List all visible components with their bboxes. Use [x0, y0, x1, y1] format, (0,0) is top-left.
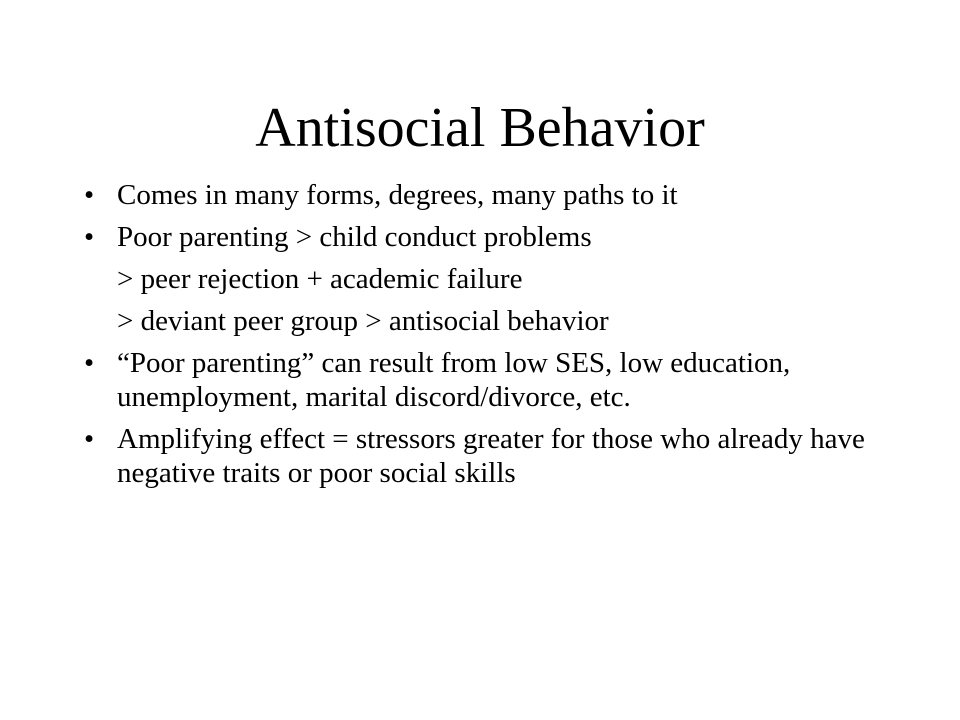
- continuation-text: > deviant peer group > antisocial behavior: [117, 305, 609, 337]
- bullet-item: [80, 422, 880, 490]
- bullet-text: Amplifying effect = stressors greater for those who already have negative traits or poor social skills: [117, 423, 865, 489]
- continuation-line: [80, 262, 880, 296]
- bullet-icon: •: [84, 423, 95, 455]
- bullet-icon: •: [84, 179, 95, 211]
- bullet-item: [80, 178, 880, 212]
- bullet-icon: •: [84, 347, 95, 379]
- bullet-text: Poor parenting > child conduct problems: [117, 221, 592, 253]
- bullet-text: Comes in many forms, degrees, many paths to it: [117, 179, 678, 211]
- bullet-list: [80, 178, 880, 498]
- continuation-line: [80, 304, 880, 338]
- bullet-item: [80, 346, 880, 414]
- continuation-text: > peer rejection + academic failure: [117, 263, 523, 295]
- bullet-item: [80, 220, 880, 254]
- bullet-icon: •: [84, 221, 95, 253]
- bullet-text: “Poor parenting” can result from low SES, low education, unemployment, marital discord/divorce, etc.: [117, 347, 791, 413]
- slide-title: Antisocial Behavior: [255, 97, 705, 159]
